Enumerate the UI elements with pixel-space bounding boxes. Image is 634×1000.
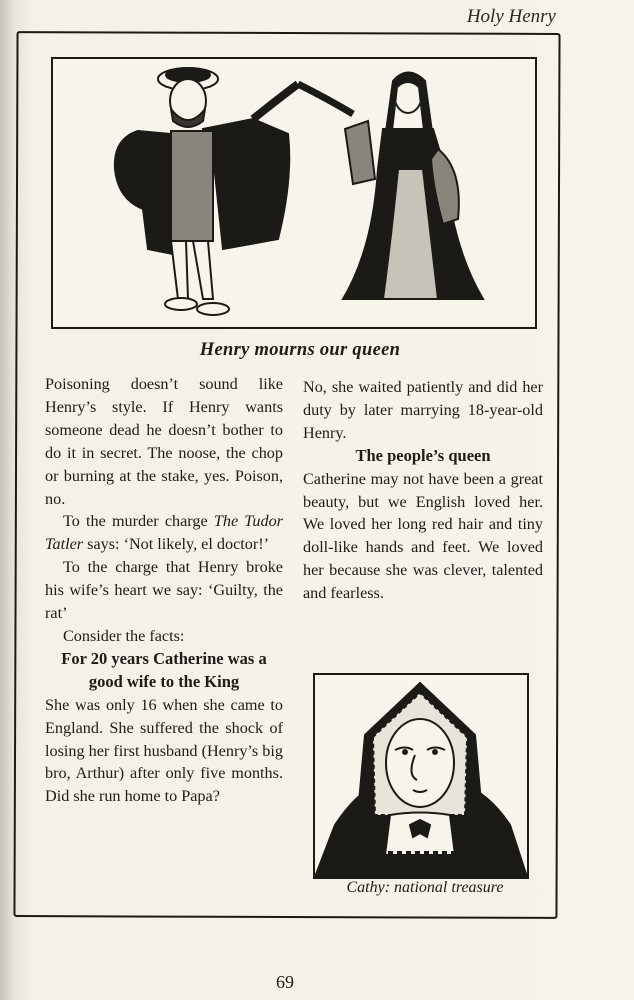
paragraph: She was only 16 when she came to England. She suffered the shock of losing her first husband (Henry’s big bro, Arthur) after only five months. Did she run home to Papa? [45, 695, 283, 806]
right-column [303, 376, 543, 605]
left-column [45, 373, 283, 808]
paragraph-text: To the murder charge [63, 512, 214, 531]
paragraph: Catherine may not have been a great beauty, but we English loved her. We loved her long red hair and tiny doll-like hands and feet. We loved her because she was clever, talented and fearless. [303, 469, 543, 603]
portrait-caption: Cathy: national treasure [346, 879, 504, 896]
paragraph: No, she waited patiently and did her duty by later marrying 18-year-old Henry. [303, 378, 543, 442]
henry-and-catherine-cartoon-icon [53, 59, 535, 327]
subheading: For 20 years Catherine was a good wife to the King [61, 648, 267, 691]
henry-dancing-illustration [51, 57, 537, 329]
running-head: Holy Henry [466, 6, 556, 27]
paragraph: Consider the facts: [63, 626, 185, 645]
paragraph: Poisoning doesn’t sound like Henry’s style. If Henry wants someone dead he doesn’t bother to do it in secret. The noose, the chop or burning at the stake, yes. Poison, no. [45, 375, 283, 508]
article-headline: Henry mourns our queen [199, 340, 401, 360]
catherine-portrait [313, 673, 529, 879]
subheading: The people’s queen [355, 445, 491, 465]
page-number: 69 [276, 972, 294, 992]
publication-title: The Tudor Tatler [45, 512, 283, 554]
paragraph-text: says: ‘Not likely, el doctor!’ [83, 535, 270, 554]
paragraph [45, 510, 283, 556]
paragraph: To the charge that Henry broke his wife’s heart we say: ‘Guilty, the rat’ [45, 558, 283, 623]
catherine-portrait-cartoon-icon [315, 675, 527, 877]
